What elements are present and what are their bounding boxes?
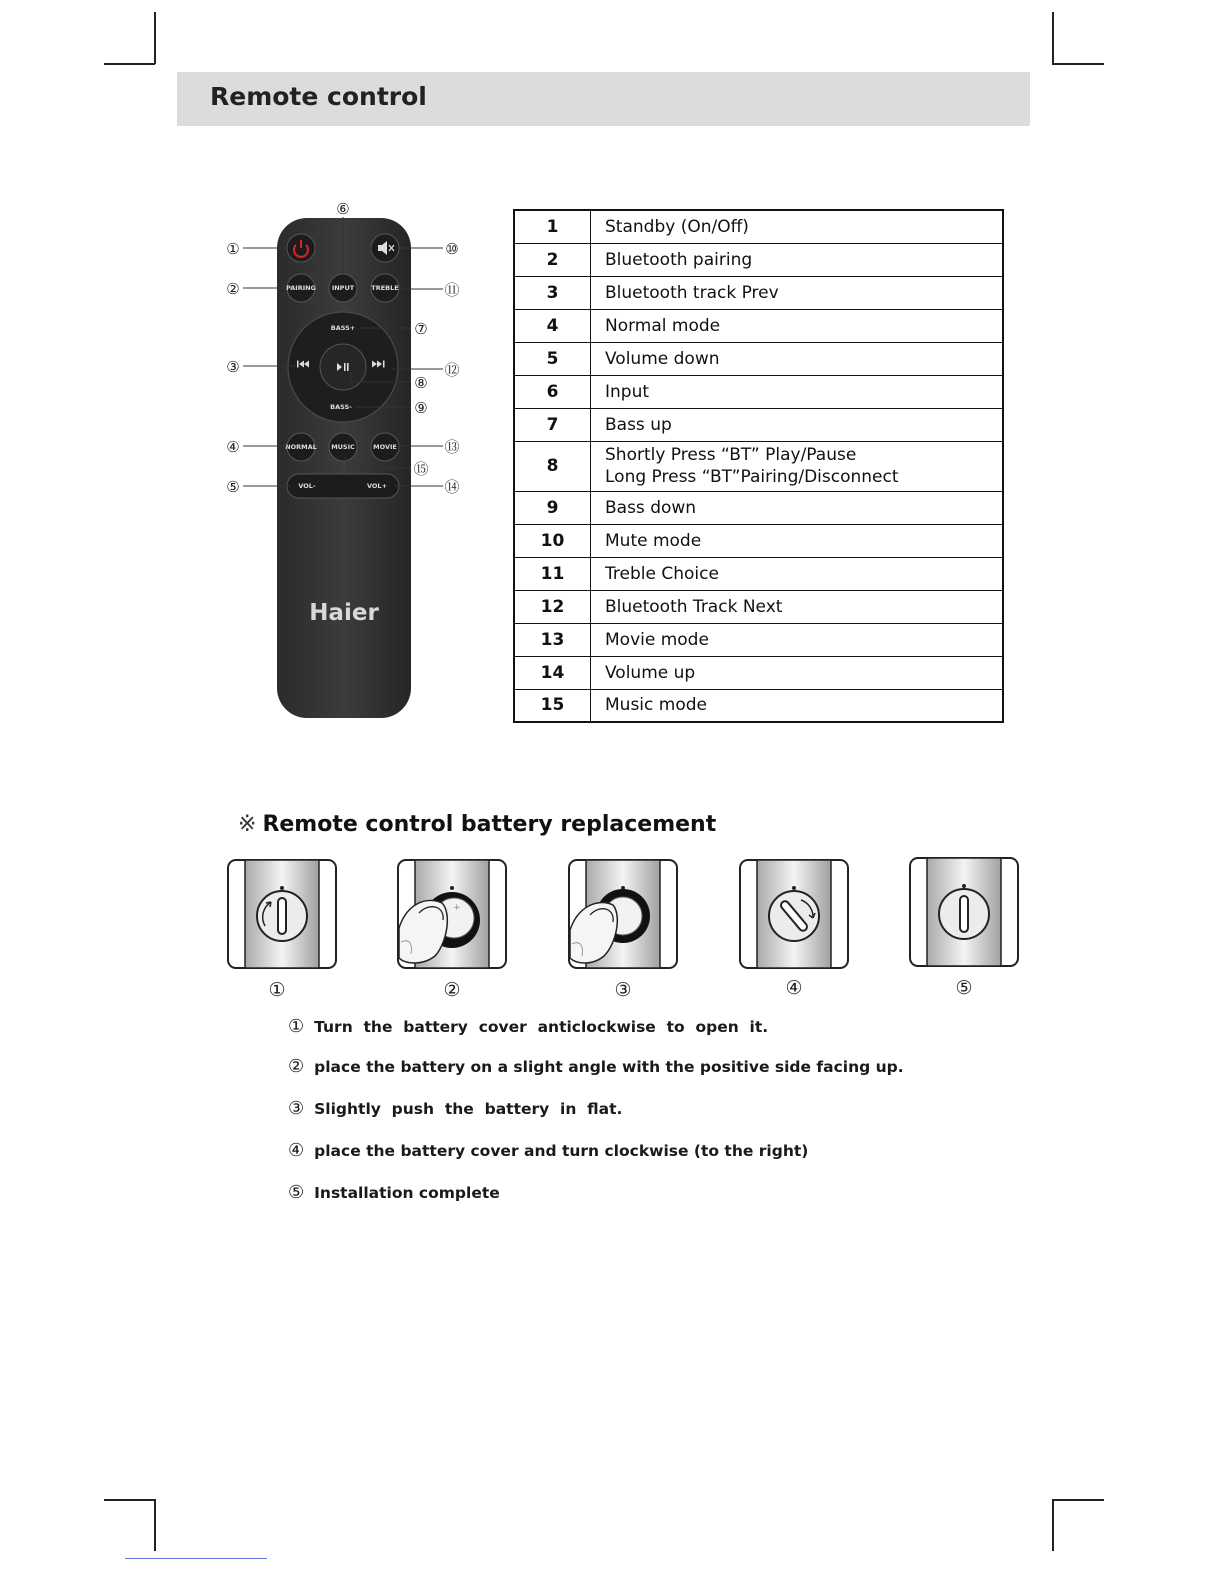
reference-mark: ※ bbox=[238, 812, 257, 837]
table-row bbox=[514, 375, 1003, 408]
callout-9: ⑨ bbox=[414, 399, 428, 417]
table-row bbox=[514, 557, 1003, 590]
instruction-1-text: Turn the battery cover anticlockwise to open it. bbox=[314, 1018, 769, 1036]
section-header bbox=[177, 72, 1030, 126]
button-function bbox=[591, 689, 1004, 722]
vol-down-label: VOL- bbox=[298, 482, 316, 490]
crop-mark-bl-v bbox=[154, 1499, 156, 1551]
function-line: Bluetooth pairing bbox=[605, 249, 753, 270]
instruction-5-text: Installation complete bbox=[314, 1184, 500, 1202]
step-2-illustration bbox=[397, 858, 507, 970]
pairing-button[interactable] bbox=[286, 274, 316, 302]
pairing-label: PAIRING bbox=[286, 284, 316, 292]
instruction-5 bbox=[288, 1182, 500, 1203]
button-number: 11 bbox=[514, 557, 591, 590]
table-row bbox=[514, 491, 1003, 524]
battery-title-text: Remote control battery replacement bbox=[262, 812, 717, 837]
function-line: Bluetooth track Prev bbox=[605, 282, 779, 303]
function-line: Movie mode bbox=[605, 629, 709, 650]
callout-3: ③ bbox=[226, 358, 240, 376]
crop-mark-br-v bbox=[1052, 1499, 1054, 1551]
input-button[interactable] bbox=[329, 274, 357, 302]
function-line: Normal mode bbox=[605, 315, 721, 336]
step-number-2: ② bbox=[443, 979, 461, 1001]
callout-13: ⑬ bbox=[444, 438, 460, 456]
mute-button[interactable] bbox=[371, 234, 399, 262]
instruction-1-number: ① bbox=[288, 1016, 305, 1037]
button-number: 2 bbox=[514, 243, 591, 276]
crop-mark-tr-h bbox=[1052, 63, 1104, 65]
callout-7: ⑦ bbox=[414, 320, 428, 338]
instruction-3-text: Slightly push the battery in flat. bbox=[314, 1100, 623, 1118]
table-row bbox=[514, 342, 1003, 375]
callout-6: ⑥ bbox=[336, 200, 350, 218]
instruction-4-text: place the battery cover and turn clockwise (to the right) bbox=[314, 1142, 809, 1160]
button-number: 15 bbox=[514, 689, 591, 722]
table-row bbox=[514, 276, 1003, 309]
button-number: 7 bbox=[514, 408, 591, 441]
instruction-2-number: ② bbox=[288, 1056, 305, 1077]
callout-2: ② bbox=[226, 280, 240, 298]
button-function bbox=[591, 243, 1004, 276]
button-function bbox=[591, 408, 1004, 441]
function-line: Bass down bbox=[605, 497, 697, 518]
button-number: 14 bbox=[514, 656, 591, 689]
button-function bbox=[591, 441, 1004, 491]
play-pause-button[interactable] bbox=[320, 344, 366, 390]
table-row bbox=[514, 441, 1003, 491]
function-line: Long Press “BT”Pairing/Disconnect bbox=[605, 467, 899, 487]
button-number: 5 bbox=[514, 342, 591, 375]
instruction-5-number: ⑤ bbox=[288, 1182, 305, 1203]
button-function bbox=[591, 276, 1004, 309]
function-line: Music mode bbox=[605, 695, 707, 716]
treble-label: TREBLE bbox=[371, 284, 399, 292]
instruction-3 bbox=[288, 1098, 622, 1119]
table-row bbox=[514, 210, 1003, 243]
crop-mark-br-h bbox=[1052, 1499, 1104, 1501]
button-number: 6 bbox=[514, 375, 591, 408]
button-function bbox=[591, 375, 1004, 408]
button-number: 10 bbox=[514, 524, 591, 557]
callout-15: ⑮ bbox=[413, 460, 429, 478]
bottom-blue-line bbox=[125, 1558, 267, 1559]
button-number: 4 bbox=[514, 309, 591, 342]
bass-up-label: BASS+ bbox=[330, 324, 356, 332]
button-function bbox=[591, 656, 1004, 689]
treble-button[interactable] bbox=[371, 274, 399, 302]
callout-4: ④ bbox=[226, 438, 240, 456]
callout-8: ⑧ bbox=[414, 374, 428, 392]
button-function bbox=[591, 210, 1004, 243]
function-line: Volume down bbox=[605, 348, 720, 369]
function-line: Shortly Press “BT” Play/Pause bbox=[605, 445, 857, 465]
table-row bbox=[514, 689, 1003, 722]
svg-text:+: + bbox=[453, 903, 461, 913]
table-row bbox=[514, 408, 1003, 441]
battery-section-title bbox=[238, 812, 716, 837]
callout-11: ⑪ bbox=[444, 281, 460, 299]
callout-10: ⑩ bbox=[445, 240, 459, 258]
step-5-illustration bbox=[909, 856, 1019, 968]
table-row bbox=[514, 623, 1003, 656]
callout-12: ⑫ bbox=[444, 361, 460, 379]
button-function bbox=[591, 524, 1004, 557]
function-line: Treble Choice bbox=[605, 563, 719, 584]
step-number-1: ① bbox=[268, 979, 286, 1001]
movie-label: MOVIE bbox=[373, 443, 397, 451]
button-function bbox=[591, 590, 1004, 623]
button-number: 8 bbox=[514, 441, 591, 491]
vol-up-label: VOL+ bbox=[366, 482, 388, 490]
step-3-illustration bbox=[568, 858, 678, 970]
remote-diagram bbox=[215, 195, 475, 725]
instruction-3-number: ③ bbox=[288, 1098, 305, 1119]
step-number-4: ④ bbox=[785, 977, 803, 999]
bass-down-label: BASS- bbox=[330, 403, 352, 411]
normal-label: NORMAL bbox=[285, 443, 317, 451]
brand-logo: Haier bbox=[309, 600, 379, 626]
table-row bbox=[514, 524, 1003, 557]
function-line: Bluetooth Track Next bbox=[605, 596, 783, 617]
crop-mark-bl-h bbox=[104, 1499, 155, 1501]
step-number-5: ⑤ bbox=[955, 977, 973, 999]
button-function bbox=[591, 342, 1004, 375]
instruction-4-number: ④ bbox=[288, 1140, 305, 1161]
step-4-illustration bbox=[739, 858, 849, 970]
button-number: 3 bbox=[514, 276, 591, 309]
instruction-4 bbox=[288, 1140, 808, 1161]
callout-1: ① bbox=[226, 240, 240, 258]
function-line: Bass up bbox=[605, 414, 672, 435]
button-number: 12 bbox=[514, 590, 591, 623]
button-function bbox=[591, 491, 1004, 524]
step-1-illustration bbox=[227, 858, 337, 970]
function-line: Input bbox=[605, 381, 650, 402]
button-function bbox=[591, 557, 1004, 590]
table-row bbox=[514, 309, 1003, 342]
movie-button[interactable] bbox=[371, 433, 399, 461]
button-function bbox=[591, 309, 1004, 342]
crop-mark-tl-v bbox=[154, 12, 156, 64]
button-function bbox=[591, 623, 1004, 656]
music-label: MUSIC bbox=[331, 443, 355, 451]
crop-mark-tl-h bbox=[104, 63, 155, 65]
volume-rocker[interactable] bbox=[287, 474, 399, 498]
button-function-table bbox=[513, 209, 1004, 723]
input-label: INPUT bbox=[331, 284, 355, 292]
button-number: 9 bbox=[514, 491, 591, 524]
instruction-2-text: place the battery on a slight angle with the positive side facing up. bbox=[314, 1058, 904, 1076]
button-number: 1 bbox=[514, 210, 591, 243]
table-row bbox=[514, 243, 1003, 276]
function-line: Volume up bbox=[605, 662, 696, 683]
callout-14: ⑭ bbox=[444, 478, 460, 496]
table-row bbox=[514, 590, 1003, 623]
function-line: Standby (On/Off) bbox=[605, 216, 749, 237]
table-row bbox=[514, 656, 1003, 689]
music-button[interactable] bbox=[329, 433, 357, 461]
instruction-1 bbox=[288, 1016, 768, 1037]
page-title: Remote control bbox=[210, 82, 427, 111]
callout-5: ⑤ bbox=[226, 478, 240, 496]
function-line: Mute mode bbox=[605, 530, 702, 551]
power-button[interactable] bbox=[287, 234, 315, 262]
button-number: 13 bbox=[514, 623, 591, 656]
step-number-3: ③ bbox=[614, 979, 632, 1001]
crop-mark-tr-v bbox=[1052, 12, 1054, 64]
instruction-2 bbox=[288, 1056, 904, 1077]
